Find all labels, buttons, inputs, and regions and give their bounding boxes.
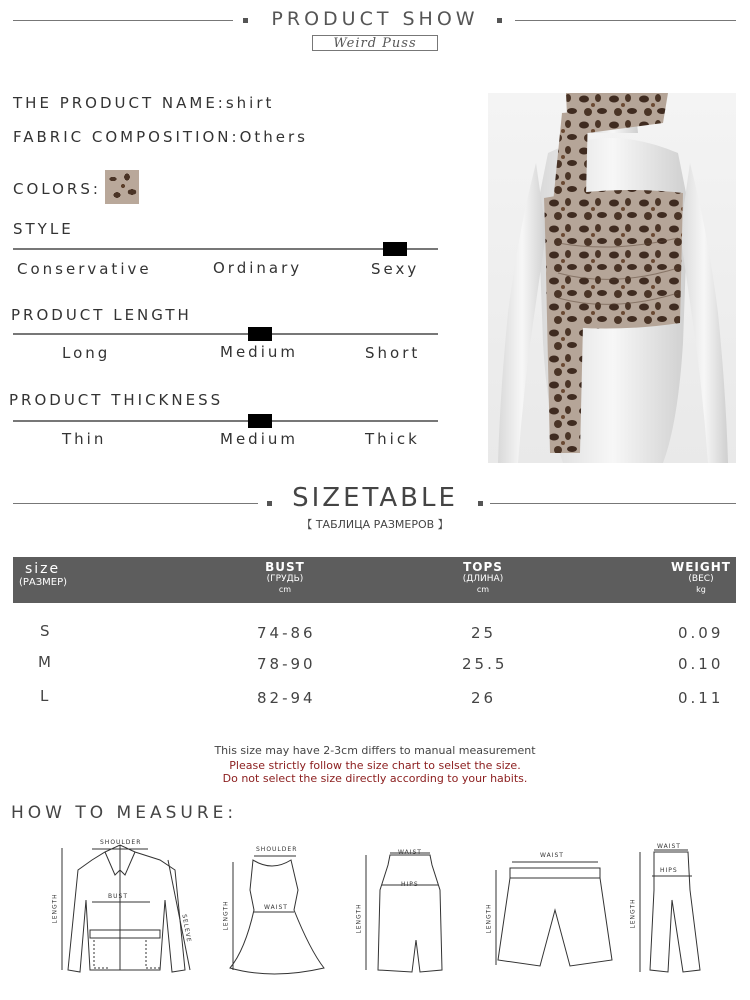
table-row-size: M bbox=[38, 653, 54, 671]
jacket-seleve-label: SELEVE bbox=[180, 913, 193, 944]
dress-shoulder-label: SHOULDER bbox=[256, 846, 298, 853]
skirt-length-label: LENGTH bbox=[355, 903, 363, 934]
dress-length-label: LENGTH bbox=[222, 900, 230, 931]
length-scale-line bbox=[13, 333, 438, 335]
table-row-bust: 74-86 bbox=[257, 624, 316, 642]
table-row-weight: 0.09 bbox=[678, 624, 724, 642]
thickness-marker bbox=[248, 414, 272, 428]
header-bust: BUST (ГРУДЬ) cm bbox=[265, 560, 305, 594]
thickness-option-medium: Medium bbox=[220, 430, 298, 448]
note-follow-chart: Please strictly follow the size chart to selset the size. bbox=[229, 759, 521, 772]
table-row-bust: 78-90 bbox=[257, 655, 316, 673]
header-tops: TOPS (ДЛИНА) cm bbox=[462, 560, 504, 594]
style-option-ordinary: Ordinary bbox=[213, 259, 303, 277]
shorts-diagram bbox=[496, 862, 612, 966]
length-option-short: Short bbox=[365, 344, 421, 362]
table-row-size: S bbox=[40, 622, 53, 640]
product-name: THE PRODUCT NAME:shirt bbox=[13, 94, 275, 112]
thickness-option-thick: Thick bbox=[365, 430, 420, 448]
page-title: PRODUCT SHOW bbox=[271, 8, 479, 30]
brand-name: Weird Puss bbox=[312, 35, 438, 51]
header-line-right bbox=[515, 20, 736, 21]
thickness-title: PRODUCT THICKNESS bbox=[9, 391, 224, 409]
sizetable-line-right bbox=[490, 503, 736, 504]
pants-length-label: LENGTH bbox=[629, 898, 637, 929]
thickness-scale-line bbox=[13, 420, 438, 422]
pants-hips-label: HIPS bbox=[660, 867, 678, 874]
table-row-tops: 25.5 bbox=[462, 655, 508, 673]
fabric-composition: FABRIC COMPOSITION:Others bbox=[13, 128, 308, 146]
style-title: STYLE bbox=[13, 220, 74, 238]
sizetable-subtitle: 【 ТАБЛИЦА РАЗМЕРОВ 】 bbox=[301, 518, 449, 531]
length-marker bbox=[248, 327, 272, 341]
header-weight: WEIGHT (ВЕС) kg bbox=[671, 560, 731, 594]
how-to-measure-title: HOW TO MEASURE: bbox=[11, 803, 238, 823]
style-scale-line bbox=[13, 248, 438, 250]
shorts-waist-label: WAIST bbox=[540, 852, 564, 859]
skirt-diagram bbox=[366, 853, 442, 972]
style-option-conservative: Conservative bbox=[17, 260, 152, 278]
skirt-waist-label: WAIST bbox=[398, 849, 422, 856]
sizetable-header-row bbox=[13, 557, 736, 603]
header-size: size (РАЗМЕР) bbox=[19, 561, 68, 588]
header-dot-right bbox=[497, 18, 502, 23]
jacket-shoulder-label: SHOULDER bbox=[100, 839, 142, 846]
colors-label: COLORS: bbox=[13, 180, 101, 198]
skirt-hips-label: HIPS bbox=[401, 881, 419, 888]
style-marker bbox=[383, 242, 407, 256]
shorts-length-label: LENGTH bbox=[485, 903, 493, 934]
leopard-color-swatch[interactable] bbox=[105, 170, 139, 204]
table-row-weight: 0.11 bbox=[678, 689, 724, 707]
table-row-weight: 0.10 bbox=[678, 655, 724, 673]
sizetable-title: SIZETABLE bbox=[292, 483, 458, 513]
table-row-tops: 25 bbox=[471, 624, 497, 642]
measurement-diagrams bbox=[0, 830, 750, 1000]
dress-diagram bbox=[230, 856, 324, 974]
thickness-option-thin: Thin bbox=[62, 430, 107, 448]
jacket-bust-label: BUST bbox=[108, 893, 128, 900]
jacket-diagram bbox=[62, 845, 193, 972]
product-photo[interactable] bbox=[488, 93, 736, 463]
table-row-bust: 82-94 bbox=[257, 689, 316, 707]
sizetable-dot-right bbox=[478, 501, 483, 506]
mannequin-illustration bbox=[488, 93, 736, 463]
table-row-size: L bbox=[40, 687, 52, 705]
style-option-sexy: Sexy bbox=[371, 260, 420, 278]
note-measurement: This size may have 2-3cm differs to manual measurement bbox=[214, 744, 536, 757]
pants-waist-label: WAIST bbox=[657, 843, 681, 850]
length-option-medium: Medium bbox=[220, 343, 298, 361]
note-habits: Do not select the size directly according to your habits. bbox=[222, 772, 528, 785]
jacket-length-label: LENGTH bbox=[51, 893, 59, 924]
table-row-tops: 26 bbox=[471, 689, 497, 707]
length-option-long: Long bbox=[62, 344, 111, 362]
length-title: PRODUCT LENGTH bbox=[11, 306, 192, 324]
dress-waist-label: WAIST bbox=[264, 904, 288, 911]
